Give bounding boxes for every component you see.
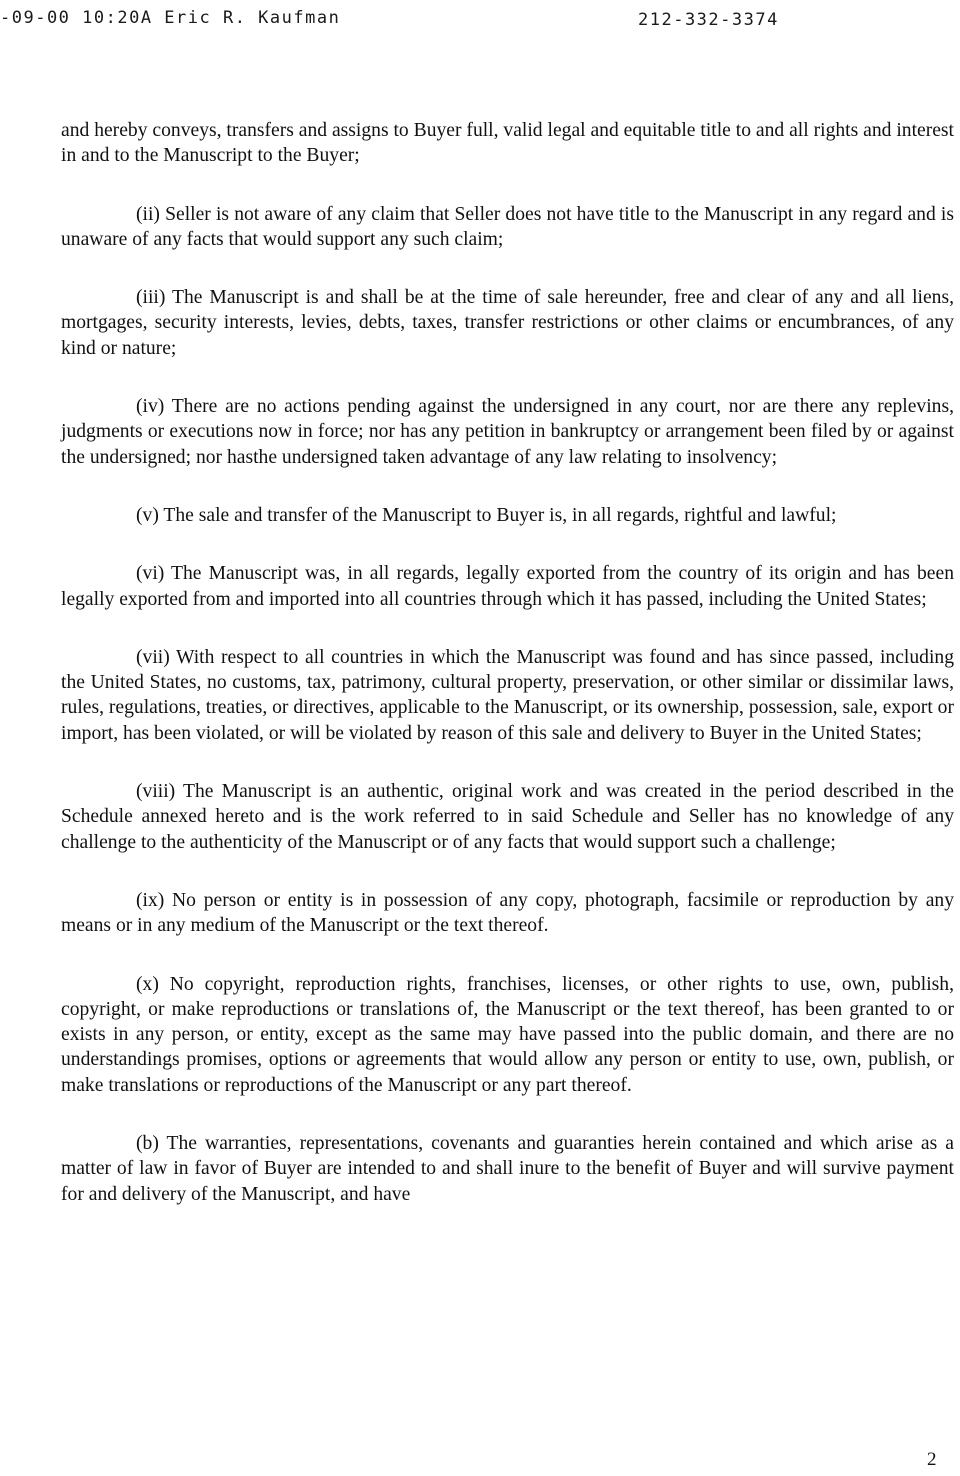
paragraph-vi: (vi) The Manuscript was, in all regards, legally exported from the country of its origin and has been legally exported from and imported into all countries through which it has passed, including the United States; [61,563,954,610]
fax-phone-number: 212-332-3374 [638,10,779,30]
paragraph-ix: (ix) No person or entity is in possession of any copy, photograph, facsimile or reproduction by any means or in any medium of the Manuscript or the text thereof. [61,889,954,937]
paragraph-v: (v) The sale and transfer of the Manuscript to Buyer is, in all regards, rightful and lawful; [136,504,837,526]
fax-date-time-sender: -09-00 10:20A Eric R. Kaufman [0,8,341,28]
paragraph-viii: (viii) The Manuscript is an authentic, original work and was created in the period described in the Schedule annexed hereto and is the work referred to in said Schedule and Seller has no knowledge of any challenge to the authenticity of the Manuscript or of any facts that would support such a challenge; [61,781,954,853]
paragraph-continuation: and hereby conveys, transfers and assigns to Buyer full, valid legal and equitable title to and all rights and interest in and to the Manuscript to the Buyer; [61,120,954,167]
paragraph-vii: (vii) With respect to all countries in which the Manuscript was found and has since passed, including the United States, no customs, tax, patrimony, cultural property, preservation, or other similar or dissimilar laws, rules, regulations, treaties, or directives, applicable to the Manuscript, or its ownership, possession, sale, export or import, has been violated, or will be violated by reason of this sale and delivery to Buyer in the United States; [61,646,954,744]
page-number: 2 [927,1449,937,1470]
paragraph-b: (b) The warranties, representations, covenants and guaranties herein contained and which arise as a matter of law in favor of Buyer are intended to and shall inure to the benefit of Buyer and will survive payment for and delivery of the Manuscript, and have [61,1133,954,1205]
paragraph-ii: (ii) Seller is not aware of any claim that Seller does not have title to the Manuscript in any regard and is unaware of any facts that would support any such claim; [61,203,954,250]
fax-header [0,8,960,38]
paragraph-iii: (iii) The Manuscript is and shall be at the time of sale hereunder, free and clear of any and all liens, mortgages, security interests, levies, debts, taxes, transfer restrictions or other claims or encumbrances, of any kind or nature; [61,287,954,359]
paragraph-x: (x) No copyright, reproduction rights, franchises, licenses, or other rights to use, own, publish, copyright, or make reproductions or translations of, the Manuscript or the text thereof, has been granted to or exists in any person, or entity, except as the same may have passed into the public domain, and there are no understandings promises, options or agreements that would allow any person or entity to use, own, publish, or make translations or reproductions of the Manuscript or any part thereof. [61,973,954,1096]
paragraph-iv: (iv) There are no actions pending against the undersigned in any court, nor are there any replevins, judgments or executions now in force; nor has any petition in bankruptcy or arrangement been filed by or against the undersigned; nor hasthe undersigned taken advantage of any law relating to insolvency; [61,396,954,468]
document-body [61,118,954,1240]
